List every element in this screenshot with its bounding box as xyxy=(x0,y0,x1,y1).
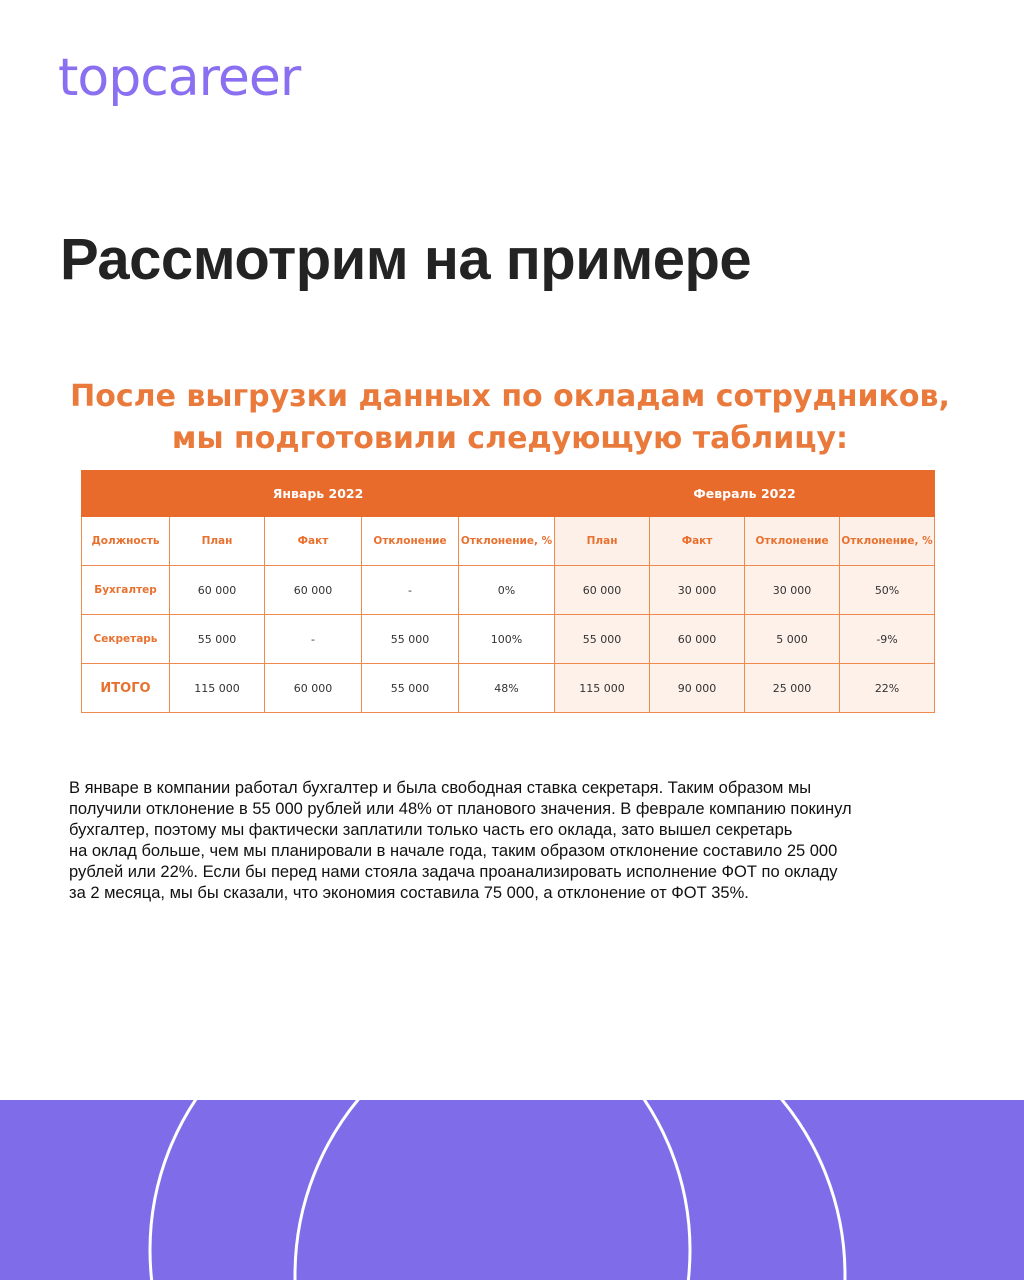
table-caption xyxy=(30,376,990,460)
table-cell: 55 000 xyxy=(362,664,459,713)
explanation-paragraph xyxy=(69,778,949,904)
table-cell: 48% xyxy=(459,664,555,713)
table-cell: 55 000 xyxy=(170,615,265,664)
row-label: Секретарь xyxy=(82,615,170,664)
table-cell: 22% xyxy=(840,664,935,713)
footer-circles-decoration xyxy=(0,1100,1024,1280)
table-cell: 0% xyxy=(459,566,555,615)
salary-fund-table xyxy=(81,470,935,713)
row-label-total: ИТОГО xyxy=(82,664,170,713)
column-header-position: Должность xyxy=(82,517,170,566)
decorative-circle-right xyxy=(295,1100,845,1280)
table-cell: -9% xyxy=(840,615,935,664)
column-header-feb-plan: План xyxy=(555,517,650,566)
salary-table-container xyxy=(81,470,934,713)
table-cell: 90 000 xyxy=(650,664,745,713)
table-cell: 55 000 xyxy=(555,615,650,664)
table-cell: 115 000 xyxy=(170,664,265,713)
table-cell: 30 000 xyxy=(650,566,745,615)
paragraph-line: В январе в компании работал бухгалтер и была свободная ставка секретаря. Таким образом мы xyxy=(69,779,812,797)
column-header-feb-deviation: Отклонение xyxy=(745,517,840,566)
table-cell: 100% xyxy=(459,615,555,664)
table-cell: 60 000 xyxy=(650,615,745,664)
paragraph-line: получили отклонение в 55 000 рублей или 48% от планового значения. В феврале компанию покинул xyxy=(69,800,852,818)
column-header-jan-fact: Факт xyxy=(265,517,362,566)
page-title: Рассмотрим на примере xyxy=(60,227,752,292)
column-header-jan-plan: План xyxy=(170,517,265,566)
row-label: Бухгалтер xyxy=(82,566,170,615)
table-cell: 60 000 xyxy=(555,566,650,615)
paragraph-line: рублей или 22%. Если бы перед нами стояла задача проанализировать исполнение ФОТ по окладу xyxy=(69,863,838,881)
paragraph-line: на оклад больше, чем мы планировали в начале года, таким образом отклонение составило 25 000 xyxy=(69,842,838,860)
table-cell: 5 000 xyxy=(745,615,840,664)
table-total-row xyxy=(82,664,935,713)
table-caption-line-1: После выгрузки данных по окладам сотрудников, xyxy=(70,379,950,414)
table-column-header-row xyxy=(82,517,935,566)
column-header-feb-fact: Факт xyxy=(650,517,745,566)
table-cell: 60 000 xyxy=(265,566,362,615)
column-header-jan-deviation: Отклонение xyxy=(362,517,459,566)
column-header-feb-deviation-pct: Отклонение, % xyxy=(840,517,935,566)
table-month-header-row xyxy=(82,471,935,517)
table-caption-line-2: мы подготовили следующую таблицу: xyxy=(171,421,849,456)
footer-decorative-band xyxy=(0,1100,1024,1280)
paragraph-line: за 2 месяца, мы бы сказали, что экономия составила 75 000, а отклонение от ФОТ 35%. xyxy=(69,884,749,902)
table-cell: 115 000 xyxy=(555,664,650,713)
table-row xyxy=(82,566,935,615)
topcareer-logo: topcareer xyxy=(58,48,301,108)
paragraph-line: бухгалтер, поэтому мы фактически заплатили только часть его оклада, зато вышел секретарь xyxy=(69,821,793,839)
table-cell: 60 000 xyxy=(170,566,265,615)
table-cell: - xyxy=(265,615,362,664)
table-row xyxy=(82,615,935,664)
column-header-jan-deviation-pct: Отклонение, % xyxy=(459,517,555,566)
month-header-february: Февраль 2022 xyxy=(555,471,935,517)
table-cell: 55 000 xyxy=(362,615,459,664)
table-cell: 30 000 xyxy=(745,566,840,615)
table-cell: - xyxy=(362,566,459,615)
table-cell: 50% xyxy=(840,566,935,615)
table-cell: 25 000 xyxy=(745,664,840,713)
table-cell: 60 000 xyxy=(265,664,362,713)
month-header-january: Январь 2022 xyxy=(82,471,555,517)
decorative-circle-left xyxy=(150,1100,690,1280)
